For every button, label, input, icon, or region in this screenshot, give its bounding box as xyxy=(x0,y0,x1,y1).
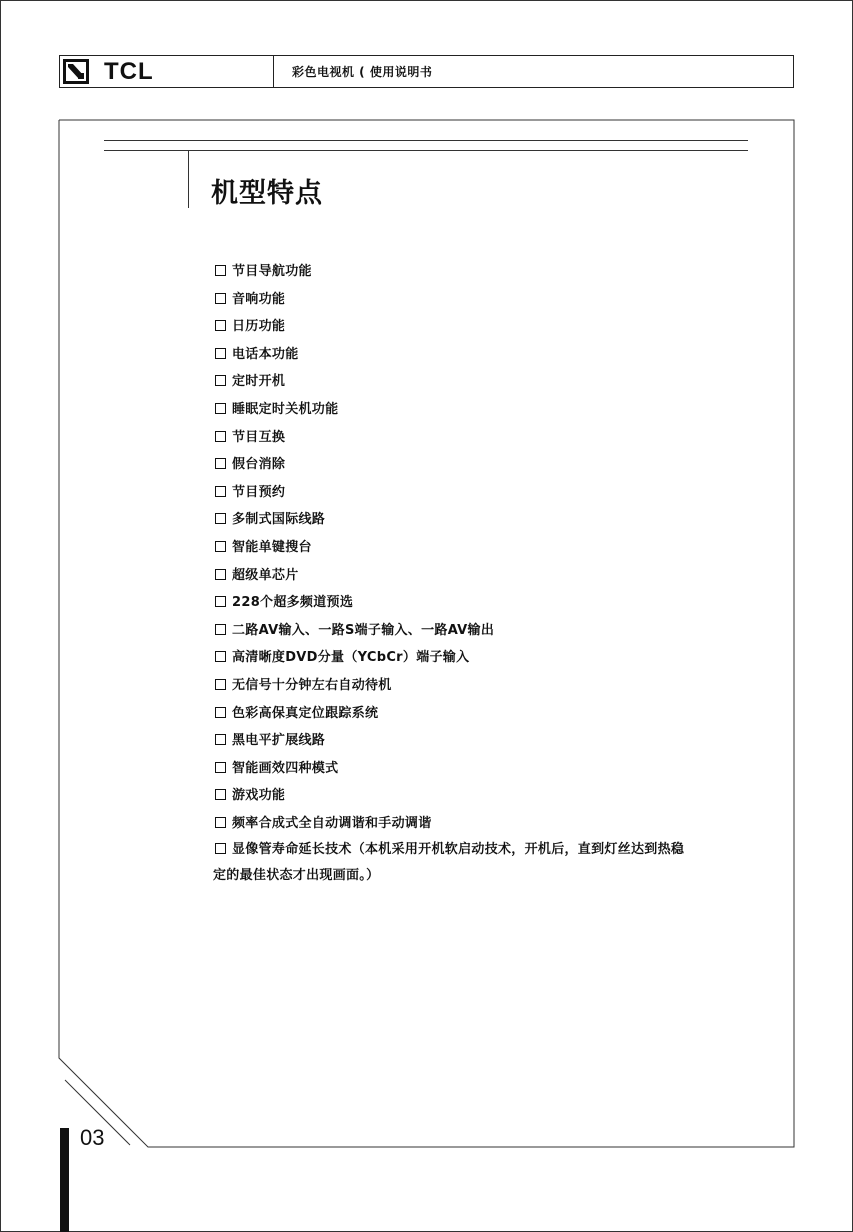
feature-item xyxy=(215,451,775,479)
feature-item xyxy=(215,258,775,286)
top-rule-secondary xyxy=(104,150,748,151)
feature-item xyxy=(215,479,775,507)
checkbox-icon xyxy=(215,320,226,331)
feature-text: 游戏功能 xyxy=(232,788,286,804)
checkbox-icon xyxy=(215,293,226,304)
checkbox-icon xyxy=(215,348,226,359)
feature-item xyxy=(215,396,775,424)
brand-name: TCL xyxy=(104,58,154,85)
feature-text: 黑电平扩展线路 xyxy=(232,733,326,749)
checkbox-icon xyxy=(215,817,226,828)
page-title: 机型特点 xyxy=(211,178,323,209)
checkbox-icon xyxy=(215,707,226,718)
manual-title: 彩色电视机 ( 使用说明书 xyxy=(292,65,433,79)
feature-item xyxy=(215,782,775,810)
feature-item xyxy=(215,589,775,617)
feature-text: 频率合成式全自动调谐和手动调谐 xyxy=(232,815,432,831)
feature-text: 电话本功能 xyxy=(232,346,299,362)
feature-item xyxy=(215,700,775,728)
page-number: 03 xyxy=(80,1125,105,1150)
feature-list xyxy=(215,258,775,889)
checkbox-icon xyxy=(215,513,226,524)
feature-item xyxy=(215,727,775,755)
feature-item xyxy=(215,810,775,838)
checkbox-icon xyxy=(215,651,226,662)
feature-text: 智能单键搜台 xyxy=(232,539,312,555)
feature-item xyxy=(215,424,775,452)
feature-text: 显像管寿命延长技术（本机采用开机软启动技术，开机后，直到灯丝达到热稳 xyxy=(232,842,685,858)
feature-item xyxy=(215,286,775,314)
checkbox-icon xyxy=(215,541,226,552)
checkbox-icon xyxy=(215,486,226,497)
checkbox-icon xyxy=(215,569,226,580)
feature-text: 无信号十分钟左右自动待机 xyxy=(232,677,392,693)
checkbox-icon xyxy=(215,762,226,773)
feature-text: 日历功能 xyxy=(232,319,286,335)
feature-item xyxy=(215,506,775,534)
feature-item xyxy=(215,672,775,700)
feature-item xyxy=(215,341,775,369)
checkbox-icon xyxy=(215,624,226,635)
top-rule xyxy=(104,140,748,141)
title-divider xyxy=(188,150,189,208)
page-side-bar xyxy=(60,1128,69,1232)
feature-item xyxy=(215,534,775,562)
checkbox-icon xyxy=(215,403,226,414)
feature-text: 超级单芯片 xyxy=(232,567,299,583)
checkbox-icon xyxy=(215,458,226,469)
checkbox-icon xyxy=(215,843,226,854)
feature-text: 高清晰度DVD分量（YCbCr）端子输入 xyxy=(232,650,470,666)
checkbox-icon xyxy=(215,596,226,607)
checkbox-icon xyxy=(215,789,226,800)
feature-text: 音响功能 xyxy=(232,291,286,307)
checkbox-icon xyxy=(215,431,226,442)
feature-item xyxy=(215,313,775,341)
feature-text: 228个超多频道预选 xyxy=(232,595,354,611)
feature-text: 节目互换 xyxy=(232,429,286,445)
feature-item xyxy=(215,755,775,783)
feature-text: 节目导航功能 xyxy=(232,264,312,279)
checkbox-icon xyxy=(215,734,226,745)
checkbox-icon xyxy=(215,265,226,276)
feature-text: 智能画效四种模式 xyxy=(232,760,339,776)
feature-item xyxy=(215,368,775,396)
feature-text: 节目预约 xyxy=(232,484,286,500)
feature-text: 睡眠定时关机功能 xyxy=(232,401,339,417)
feature-item xyxy=(215,562,775,590)
checkbox-icon xyxy=(215,375,226,386)
feature-item xyxy=(215,617,775,645)
feature-text: 假台消除 xyxy=(232,457,286,473)
feature-text: 色彩高保真定位跟踪系统 xyxy=(232,705,379,721)
feature-text: 定时开机 xyxy=(232,374,286,390)
feature-text-continued: 定的最佳状态才出现画面。） xyxy=(213,868,380,884)
feature-item xyxy=(215,837,775,889)
feature-item xyxy=(215,644,775,672)
feature-text: 多制式国际线路 xyxy=(232,512,326,528)
checkbox-icon xyxy=(215,679,226,690)
feature-text: 二路AV输入、一路S端子输入、一路AV输出 xyxy=(232,622,495,638)
